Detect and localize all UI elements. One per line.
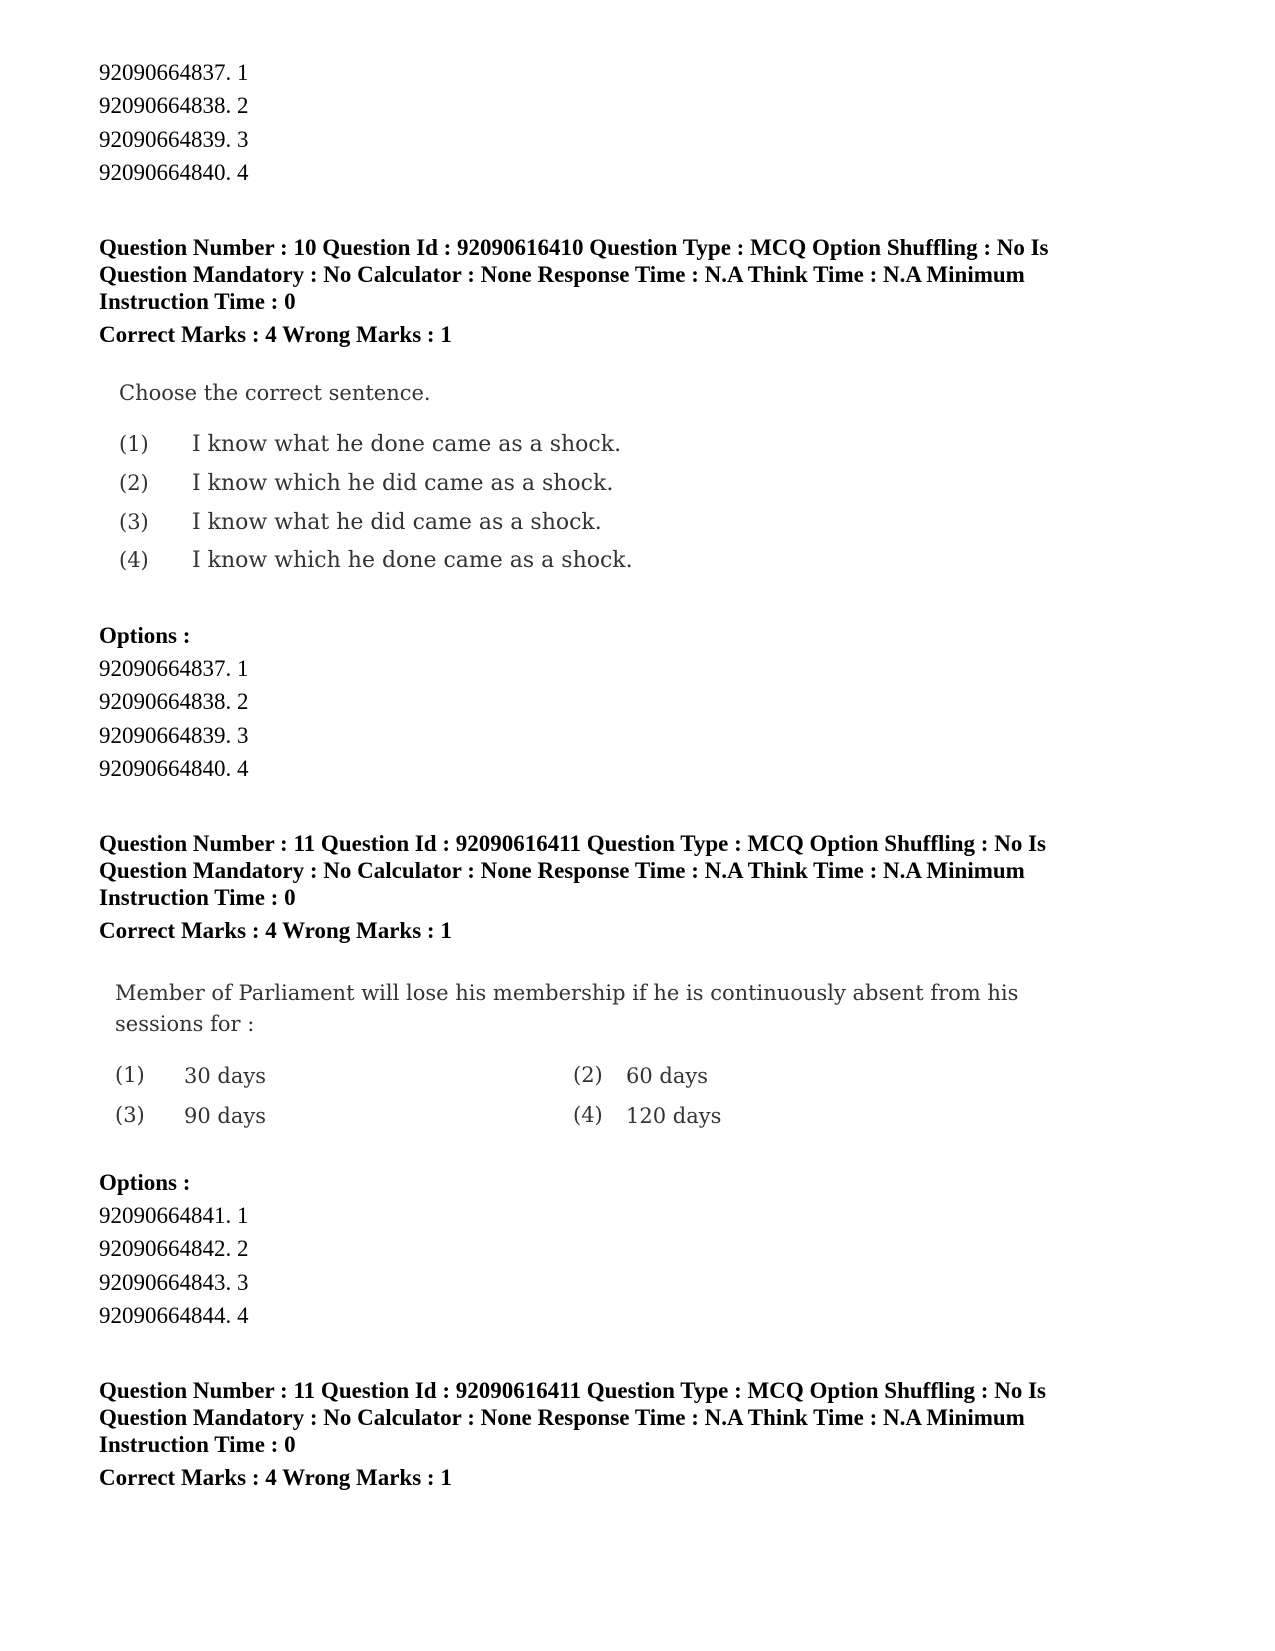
option-line: 92090664839. 3 <box>99 127 249 152</box>
question-header: Question Mandatory : No Calculator : None Response Time : N.A Think Time : N.A Minimum <box>99 858 1025 883</box>
question-stem: Choose the correct sentence. <box>119 381 431 405</box>
choice-number: (4) <box>573 1103 603 1127</box>
choice-text: I know which he done came as a shock. <box>192 548 633 573</box>
question-header: Instruction Time : 0 <box>99 1432 296 1457</box>
question-header: Question Number : 11 Question Id : 92090616411 Question Type : MCQ Option Shuffling : No Is <box>99 1378 1046 1403</box>
choice-text: 60 days <box>626 1064 709 1088</box>
choice-text: I know what he done came as a shock. <box>192 432 622 457</box>
marks-line: Correct Marks : 4 Wrong Marks : 1 <box>99 322 452 347</box>
option-line: 92090664840. 4 <box>99 756 249 781</box>
option-line: 92090664844. 4 <box>99 1303 249 1328</box>
choice-text: I know which he did came as a shock. <box>192 471 614 496</box>
choice-number: (2) <box>119 471 149 495</box>
option-line: 92090664838. 2 <box>99 689 249 714</box>
option-line: 92090664837. 1 <box>99 656 249 681</box>
question-header: Question Number : 11 Question Id : 92090616411 Question Type : MCQ Option Shuffling : No Is <box>99 831 1046 856</box>
option-line: 92090664841. 1 <box>99 1203 249 1228</box>
question-header: Question Mandatory : No Calculator : None Response Time : N.A Think Time : N.A Minimum <box>99 1405 1025 1430</box>
choice-text: I know what he did came as a shock. <box>192 510 602 535</box>
marks-line: Correct Marks : 4 Wrong Marks : 1 <box>99 918 452 943</box>
question-stem: sessions for : <box>115 1012 255 1036</box>
question-header: Question Mandatory : No Calculator : None Response Time : N.A Think Time : N.A Minimum <box>99 262 1025 287</box>
option-line: 92090664837. 1 <box>99 60 249 85</box>
question-header: Question Number : 10 Question Id : 92090616410 Question Type : MCQ Option Shuffling : No Is <box>99 235 1049 260</box>
question-stem: Member of Parliament will lose his membership if he is continuously absent from his <box>115 981 1019 1005</box>
choice-number: (1) <box>115 1063 145 1087</box>
choice-number: (4) <box>119 548 149 572</box>
choice-text: 30 days <box>184 1064 267 1088</box>
option-line: 92090664842. 2 <box>99 1236 249 1261</box>
option-line: 92090664839. 3 <box>99 723 249 748</box>
choice-number: (2) <box>573 1063 603 1087</box>
option-line: 92090664843. 3 <box>99 1270 249 1295</box>
choice-text: 120 days <box>626 1104 722 1128</box>
choice-text: 90 days <box>184 1104 267 1128</box>
question-header: Instruction Time : 0 <box>99 885 296 910</box>
options-label: Options : <box>99 623 191 648</box>
choice-number: (3) <box>119 510 149 534</box>
marks-line: Correct Marks : 4 Wrong Marks : 1 <box>99 1465 452 1490</box>
choice-number: (1) <box>119 432 149 456</box>
choice-number: (3) <box>115 1103 145 1127</box>
options-label: Options : <box>99 1170 191 1195</box>
option-line: 92090664838. 2 <box>99 93 249 118</box>
option-line: 92090664840. 4 <box>99 160 249 185</box>
question-header: Instruction Time : 0 <box>99 289 296 314</box>
